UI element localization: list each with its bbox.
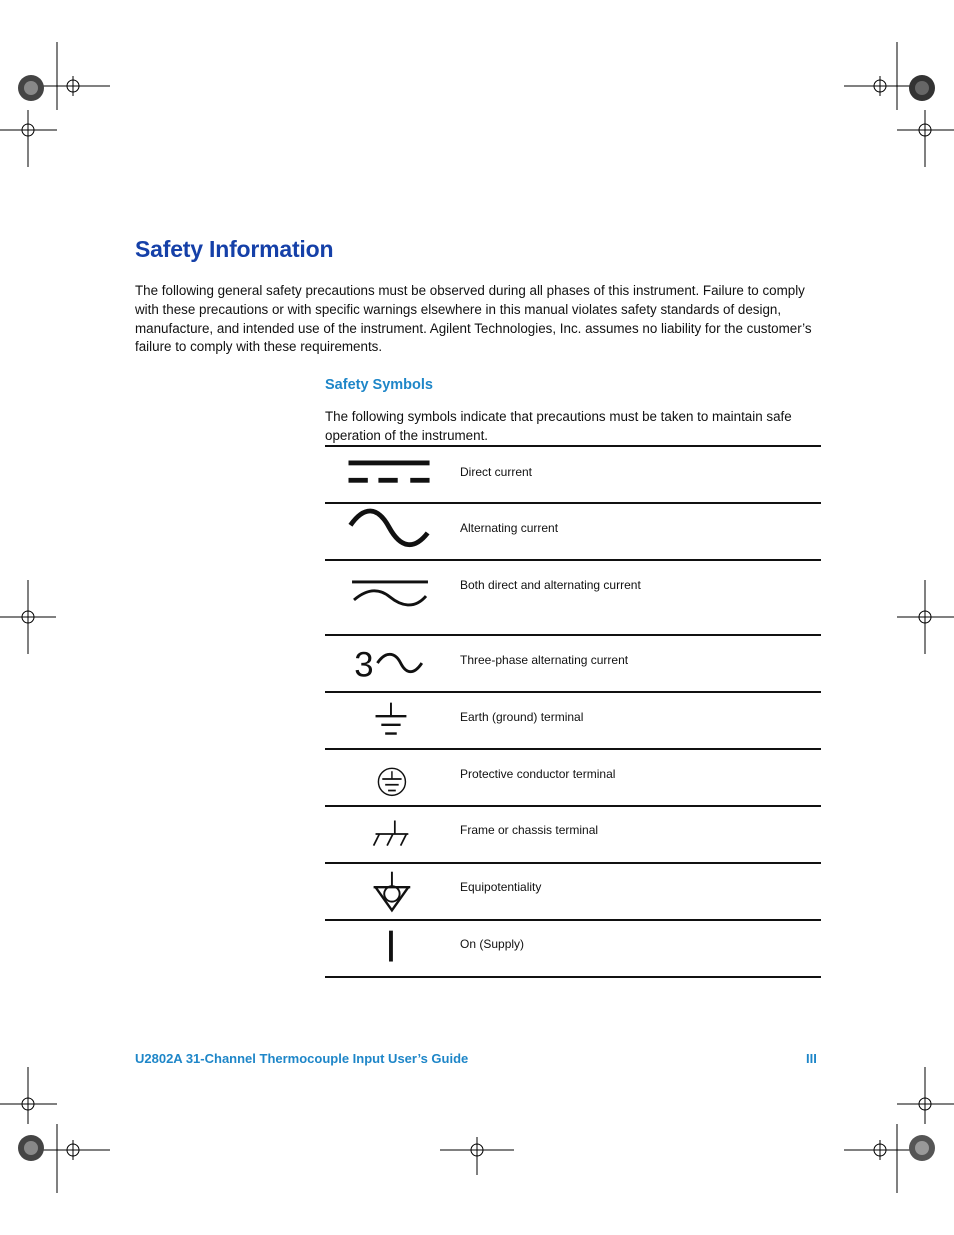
svg-text:3: 3 xyxy=(354,646,374,685)
table-row xyxy=(325,561,821,636)
row-label: Frame or chassis terminal xyxy=(460,823,599,837)
on-supply-icon xyxy=(345,921,435,976)
table-row xyxy=(325,750,821,807)
table-row xyxy=(325,636,821,693)
direct-and-alternating-current-icon xyxy=(345,561,435,634)
table-row xyxy=(325,504,821,561)
table-row xyxy=(325,447,821,504)
safety-symbols-description: The following symbols indicate that precautions must be taken to maintain safe operation of the instrument. xyxy=(325,409,792,443)
row-label: Three-phase alternating current xyxy=(460,653,629,667)
table-row xyxy=(325,807,821,864)
row-label: Direct current xyxy=(460,465,533,479)
table-row xyxy=(325,921,821,978)
table-row xyxy=(325,693,821,750)
direct-current-icon xyxy=(345,447,435,502)
protective-conductor-icon xyxy=(345,750,435,805)
intro-paragraph: The following general safety precautions must be observed during all phases of this instrument. Failure to comply with these precautions or with specific warnings elsewhere in this manual violates safety standards of design, manufacture, and intended use of the instrument. Agilent Technologies, Inc. assumes no liability for the customer’s failure to comply with these requirements. xyxy=(135,283,812,355)
footer-page-number: III xyxy=(806,1051,817,1066)
page-title: Safety Information xyxy=(135,236,334,262)
alternating-current-icon xyxy=(345,504,435,559)
row-label: Protective conductor terminal xyxy=(460,767,616,781)
three-phase-current-icon xyxy=(345,636,435,691)
row-label: Equipotentiality xyxy=(460,880,542,894)
safety-symbols-table xyxy=(325,445,821,978)
row-label: Both direct and alternating current xyxy=(460,578,641,592)
table-row xyxy=(325,864,821,921)
row-label: Alternating current xyxy=(460,521,559,535)
frame-chassis-icon xyxy=(345,807,435,862)
row-label: Earth (ground) terminal xyxy=(460,710,584,724)
equipotentiality-icon xyxy=(345,864,435,919)
earth-ground-icon xyxy=(345,693,435,748)
section-heading-safety-symbols: Safety Symbols xyxy=(325,377,433,393)
footer-guide-title: U2802A 31-Channel Thermocouple Input User’s Guide xyxy=(135,1051,469,1066)
row-label: On (Supply) xyxy=(460,937,525,951)
